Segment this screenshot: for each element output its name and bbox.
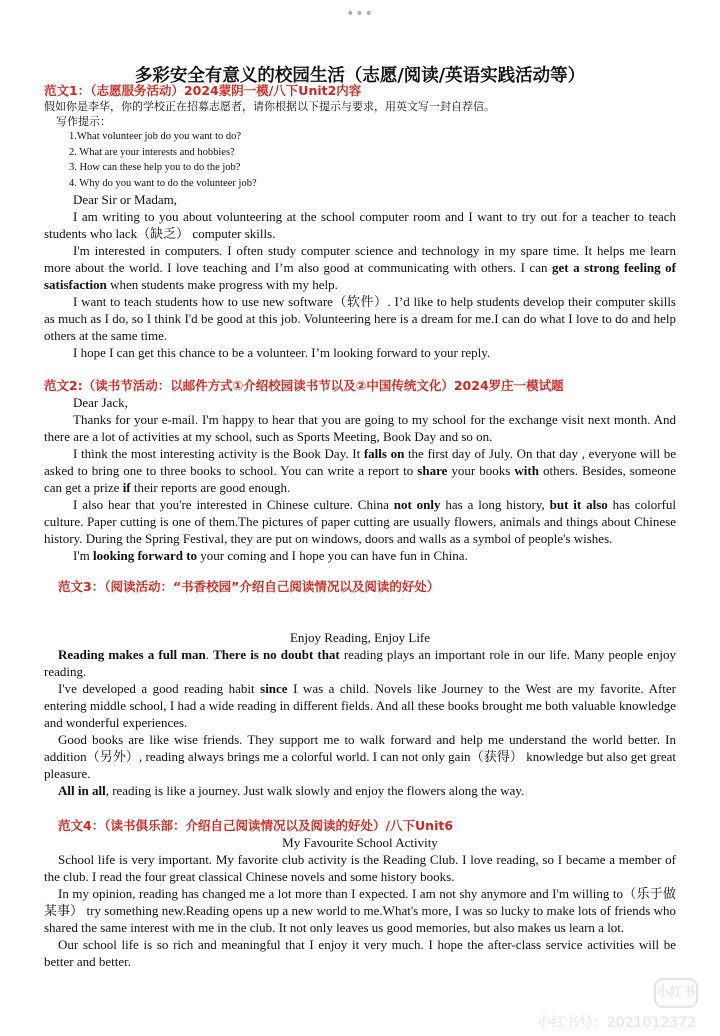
paragraph: I also hear that you're interested in Chinese culture. China not only has a long history, but it also has colorful culture. Paper cutting is one of them.The pictures of paper cutting are usually flowers, animals and things about Chinese history. During the Spring Festival, they are put on windows, doors and walls as a symbol of people's wishes. bbox=[44, 497, 677, 546]
section-1-heading: 范文1：（志愿服务活动）2024蒙阴一模/八下Unit2内容 bbox=[44, 83, 362, 98]
paragraph: Good books are like wise friends. They support me to walk forward and help me understand the world better. In addition（另外）, reading always brings me a colorful world. I can not only gain（获得） knowledge but also get great pleasure. bbox=[44, 732, 676, 781]
paragraph: All in all, reading is like a journey. Just walk slowly and enjoy the flowers along the way. bbox=[58, 783, 525, 798]
hint-item: 1.What volunteer job do you want to do? bbox=[69, 131, 242, 142]
letter-greeting: Dear Jack, bbox=[73, 395, 128, 410]
hint-item: 3. How can these help you to do the job? bbox=[69, 162, 241, 173]
section-4-heading: 范文4：（读书俱乐部：介绍自己阅读情况以及阅读的好处）/八下Unit6 bbox=[58, 818, 454, 833]
paragraph: I am writing to you about volunteering at the school computer room and I want to try out for a teacher to teach students who lack（缺乏） computer skills. bbox=[44, 209, 676, 241]
window-drag-handle[interactable]: ••• bbox=[346, 6, 374, 22]
paragraph: In my opinion, reading has changed me a lot more than I expected. I am not shy anymore and I'm willing to（乐于做某事） try something new.Reading opens up a new world to me.What's more, I was so lucky to make lots of friends who shared the same interest with me in the club. It not only leaves us good memories, but also makes us learn a lot. bbox=[44, 886, 676, 935]
paragraph: I want to teach students how to use new software（软件）. I’d like to help students develop their computer skills as much as I do, so I think I'd be good at this job. Volunteering here is a dream for me.I can do what I love to do and help others at the same time. bbox=[44, 294, 676, 343]
section-1-intro: 假如你是李华，你的学校正在招募志愿者，请你根据以下提示与要求，用英文写一封自荐信。 bbox=[44, 100, 495, 113]
letter-greeting: Dear Sir or Madam, bbox=[73, 192, 177, 207]
section-2-heading: 范文2:（读书节活动：以邮件方式①介绍校园读书节以及②中国传统文化）2024罗庄一模试题 bbox=[44, 378, 564, 393]
paragraph: I'm interested in computers. I often study computer science and technology in my spare time. It helps me learn more about the world. I love teaching and I’m also good at communicating with others. I can get a strong feeling of satisfaction when students make progress with my help. bbox=[44, 243, 677, 292]
paragraph: Reading makes a full man. There is no doubt that reading plays an important role in our life. Many people enjoy reading. bbox=[44, 647, 677, 679]
hint-item: 2. What are your interests and hobbies? bbox=[69, 146, 235, 158]
page-title: 多彩安全有意义的校园生活（志愿/阅读/英语实践活动等） bbox=[134, 66, 586, 86]
paragraph: Our school life is so rich and meaningful that I enjoy it very much. I hope the after-class service activities will be better and better. bbox=[44, 937, 676, 969]
section-3-heading: 范文3：（阅读活动：“书香校园”介绍自己阅读情况以及阅读的好处） bbox=[58, 579, 440, 594]
watermark-text: 小红书号：2021012372 bbox=[536, 1015, 696, 1031]
document-body bbox=[44, 82, 676, 970]
essay-title: Enjoy Reading, Enjoy Life bbox=[289, 630, 431, 645]
paragraph: I'm looking forward to your coming and I hope you can have fun in China. bbox=[73, 548, 468, 563]
paragraph: I hope I can get this chance to be a volunteer. I’m looking forward to your reply. bbox=[73, 345, 491, 360]
hint-item: 4. Why do you want to do the volunteer job? bbox=[69, 177, 257, 189]
writing-tips-label: 写作提示： bbox=[56, 115, 111, 128]
paragraph: School life is very important. My favorite club activity is the Reading Club. I love reading, so I became a member of the club. I read the four great classical Chinese novels and some history books. bbox=[44, 852, 676, 884]
paragraph: I think the most interesting activity is the Book Day. It falls on the first day of July. On that day , everyone will be asked to bring one to three books to school. You can write a report to share your books with others. Besides, someone can get a prize if their reports are good enough. bbox=[44, 446, 677, 495]
watermark-logo: 小红书 bbox=[654, 978, 698, 1008]
essay-title: My Favourite School Activity bbox=[282, 835, 438, 850]
paragraph: I've developed a good reading habit since I was a child. Novels like Journey to the West are my favorite. After entering middle school, I had a wide reading in different fields. And all these books brought me both valuable knowledge and wonderful experiences. bbox=[44, 681, 676, 730]
paragraph: Thanks for your e-mail. I'm happy to hear that you are going to my school for the exchange visit next month. And there are a lot of activities at my school, such as Sports Meeting, Book Day and so on. bbox=[44, 412, 676, 444]
